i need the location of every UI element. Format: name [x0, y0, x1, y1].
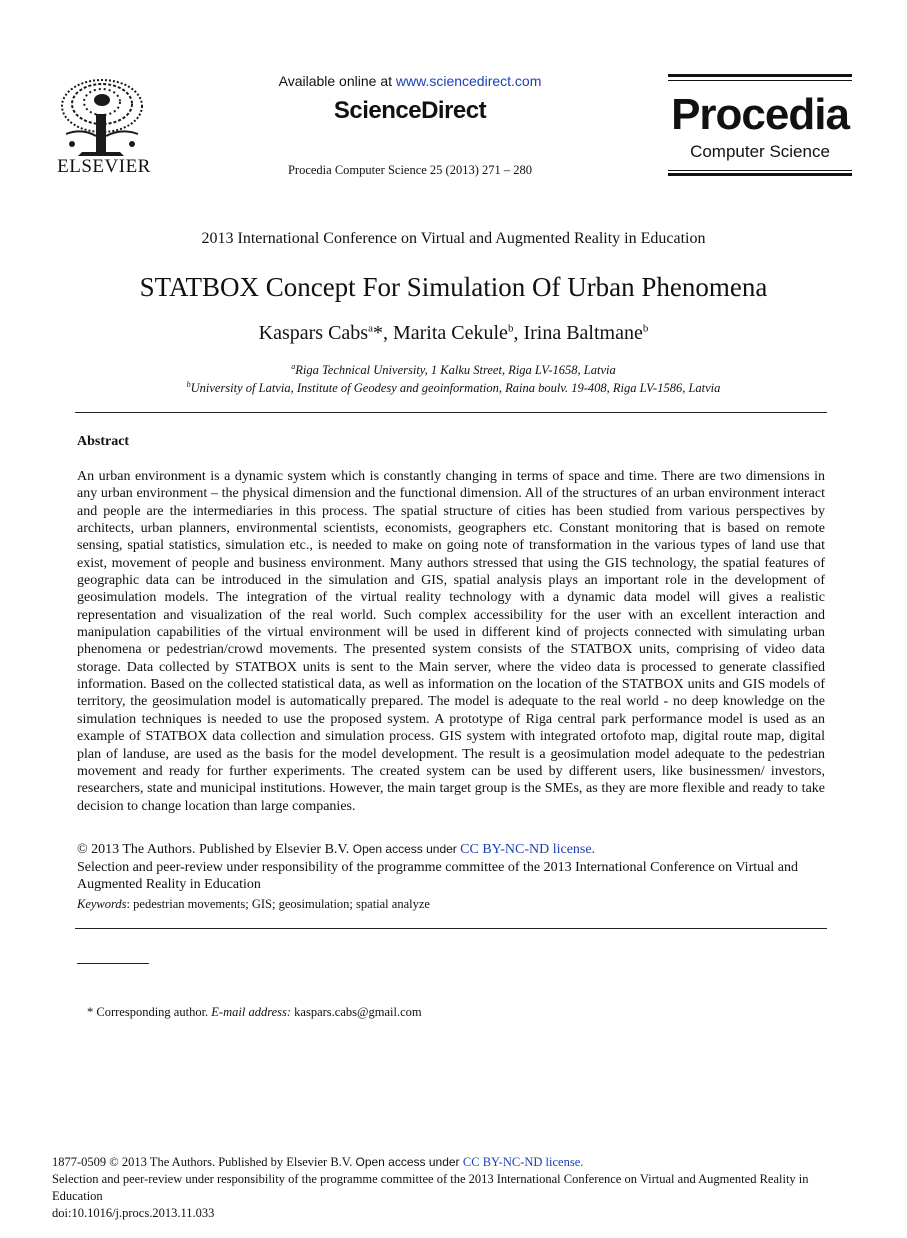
page-footer [52, 1154, 847, 1222]
copyright-text: © 2013 The Authors. Published by Elsevier B.V. [77, 842, 353, 857]
divider-top [75, 412, 827, 413]
abstract-body: An urban environment is a dynamic system which is constantly changing in terms of space and time. There are two dimensions in any urban environment – the physical dimension and the functional dimension. All of the structures of an urban environment interact and people are the intermediaries in this process. The spatial structure of cities has been studied from various perspectives by architects, urban planners, environmental scientists, economists, geographers etc. Constant monitoring that is based on remote sensing, spatial statistics, simulation etc., is needed to make on going note of transformation in the various types of land use that exist, movement of people and business environment. Many authors stressed that using the GIS technology, the spatial features of geographic data can be introduced in the simulation and GIS, spatial analysis plays an important role in the development of geosimulation models. The integration of the virtual reality technology with a dynamic data model will gives a realistic representation and visualization of the real world. Such complex accessibility for the user with an excellent interaction and manipulation capabilities of the virtual environment will be used in different kind of projects connected with simulating urban phenomena or pedestrian/crowd movements. The presented system consists of the STATBOX units, comprising of video data storage. Data collected by STATBOX units is sent to the Main server, where the video data is processed to generate classified information. Based on the collected statistical data, as well as information on the location of the STATBOX units and GIS models of territory, the geosimulation model is automatically prepared. The model is adequate to the real world - no deep knowledge on the simulation techniques is needed to use the proposed system. A prototype of Riga central park performance model is used as an example of STATBOX data collection and simulation process. GIS system with integrated ortofoto map, digital route map, digital plan of landuse, are used as the basis for the model development. The result is a geosimulation model adequate to the pedestrian movement and ready for further experiments. The created system can be used by different users, like businessmen/ investors, researchers, state and municipal institutions. However, the main target group is the SMEs, as they are more flexible and ready to take decision to change location than large companies. [77, 469, 825, 814]
logo-rule-bottom [668, 173, 852, 176]
affiliation-b [0, 380, 907, 396]
author-affiliation-mark: b [507, 322, 514, 335]
sciencedirect-logo: ScienceDirect [333, 97, 487, 124]
procedia-wordmark: Procedia [671, 90, 849, 139]
author-affiliation-mark: a [368, 322, 373, 335]
abstract-heading: Abstract [77, 434, 130, 449]
keywords-list: : pedestrian movements; GIS; geosimulation; spatial analyze [126, 897, 430, 911]
paper-title: STATBOX Concept For Simulation Of Urban Phenomena [139, 272, 768, 302]
footer-open-access-label: Open access under [355, 1155, 463, 1169]
author-affiliation-mark: b [642, 322, 649, 335]
affiliation-mark: b [186, 380, 191, 389]
author-list [0, 322, 907, 345]
issn-copyright: 1877-0509 © 2013 The Authors. Published by Elsevier B.V. [52, 1155, 356, 1169]
email-label: E-mail address: [211, 1005, 292, 1019]
available-online-line [200, 73, 620, 89]
logo-rule-top [668, 74, 852, 77]
journal-reference: Procedia Computer Science 25 (2013) 271 – 280 [287, 163, 533, 177]
corresponding-author-footnote [87, 1005, 422, 1020]
author-name: Marita Cekule [392, 322, 508, 344]
copyright-notice [77, 841, 825, 894]
conference-name: 2013 International Conference on Virtual and Augmented Reality in Education [201, 230, 706, 247]
author-separator: , [513, 322, 524, 344]
author-separator: *, [372, 322, 393, 344]
divider-bottom [75, 928, 827, 929]
logo-rule-top-thin [668, 80, 852, 81]
author-name: Kaspars Cabs [258, 322, 369, 344]
author-name: Irina Baltmane [523, 322, 643, 344]
footer-license-link[interactable]: CC BY-NC-ND license. [462, 1155, 584, 1169]
logo-rule-bottom-thin [668, 170, 852, 171]
footnote-prefix: * Corresponding author. [87, 1005, 212, 1019]
license-link[interactable]: CC BY-NC-ND license. [460, 842, 596, 857]
procedia-subtitle: Computer Science [690, 142, 830, 161]
elsevier-wordmark: ELSEVIER [57, 156, 151, 177]
footnote-rule [77, 963, 149, 964]
peer-review-statement: Selection and peer-review under responsibility of the programme committee of the 2013 International Conference on Virtual and Augmented Reality in Education [77, 859, 798, 892]
available-text: Available online at [278, 73, 396, 89]
affiliation-text: Riga Technical University, 1 Kalku Street, Riga LV-1658, Latvia [295, 363, 616, 378]
sciencedirect-link[interactable]: www.sciencedirect.com [395, 73, 542, 89]
affiliation-text: University of Latvia, Institute of Geodesy and geoinformation, Raina boulv. 19-408, Riga LV-1586, Latvia [190, 381, 721, 396]
footer-peer-review: Selection and peer-review under responsibility of the programme committee of the 2013 International Conference on Virtual and Augmented Reality in Education [52, 1172, 809, 1203]
doi: doi:10.1016/j.procs.2013.11.033 [52, 1206, 215, 1220]
keywords-label: Keywords [77, 897, 127, 911]
affiliation-mark: a [291, 362, 296, 371]
affiliation-a [0, 362, 907, 378]
procedia-logo [668, 74, 852, 178]
open-access-label: Open access under [352, 842, 461, 856]
email-address: kaspars.cabs@gmail.com [291, 1005, 422, 1019]
keywords [77, 897, 430, 912]
